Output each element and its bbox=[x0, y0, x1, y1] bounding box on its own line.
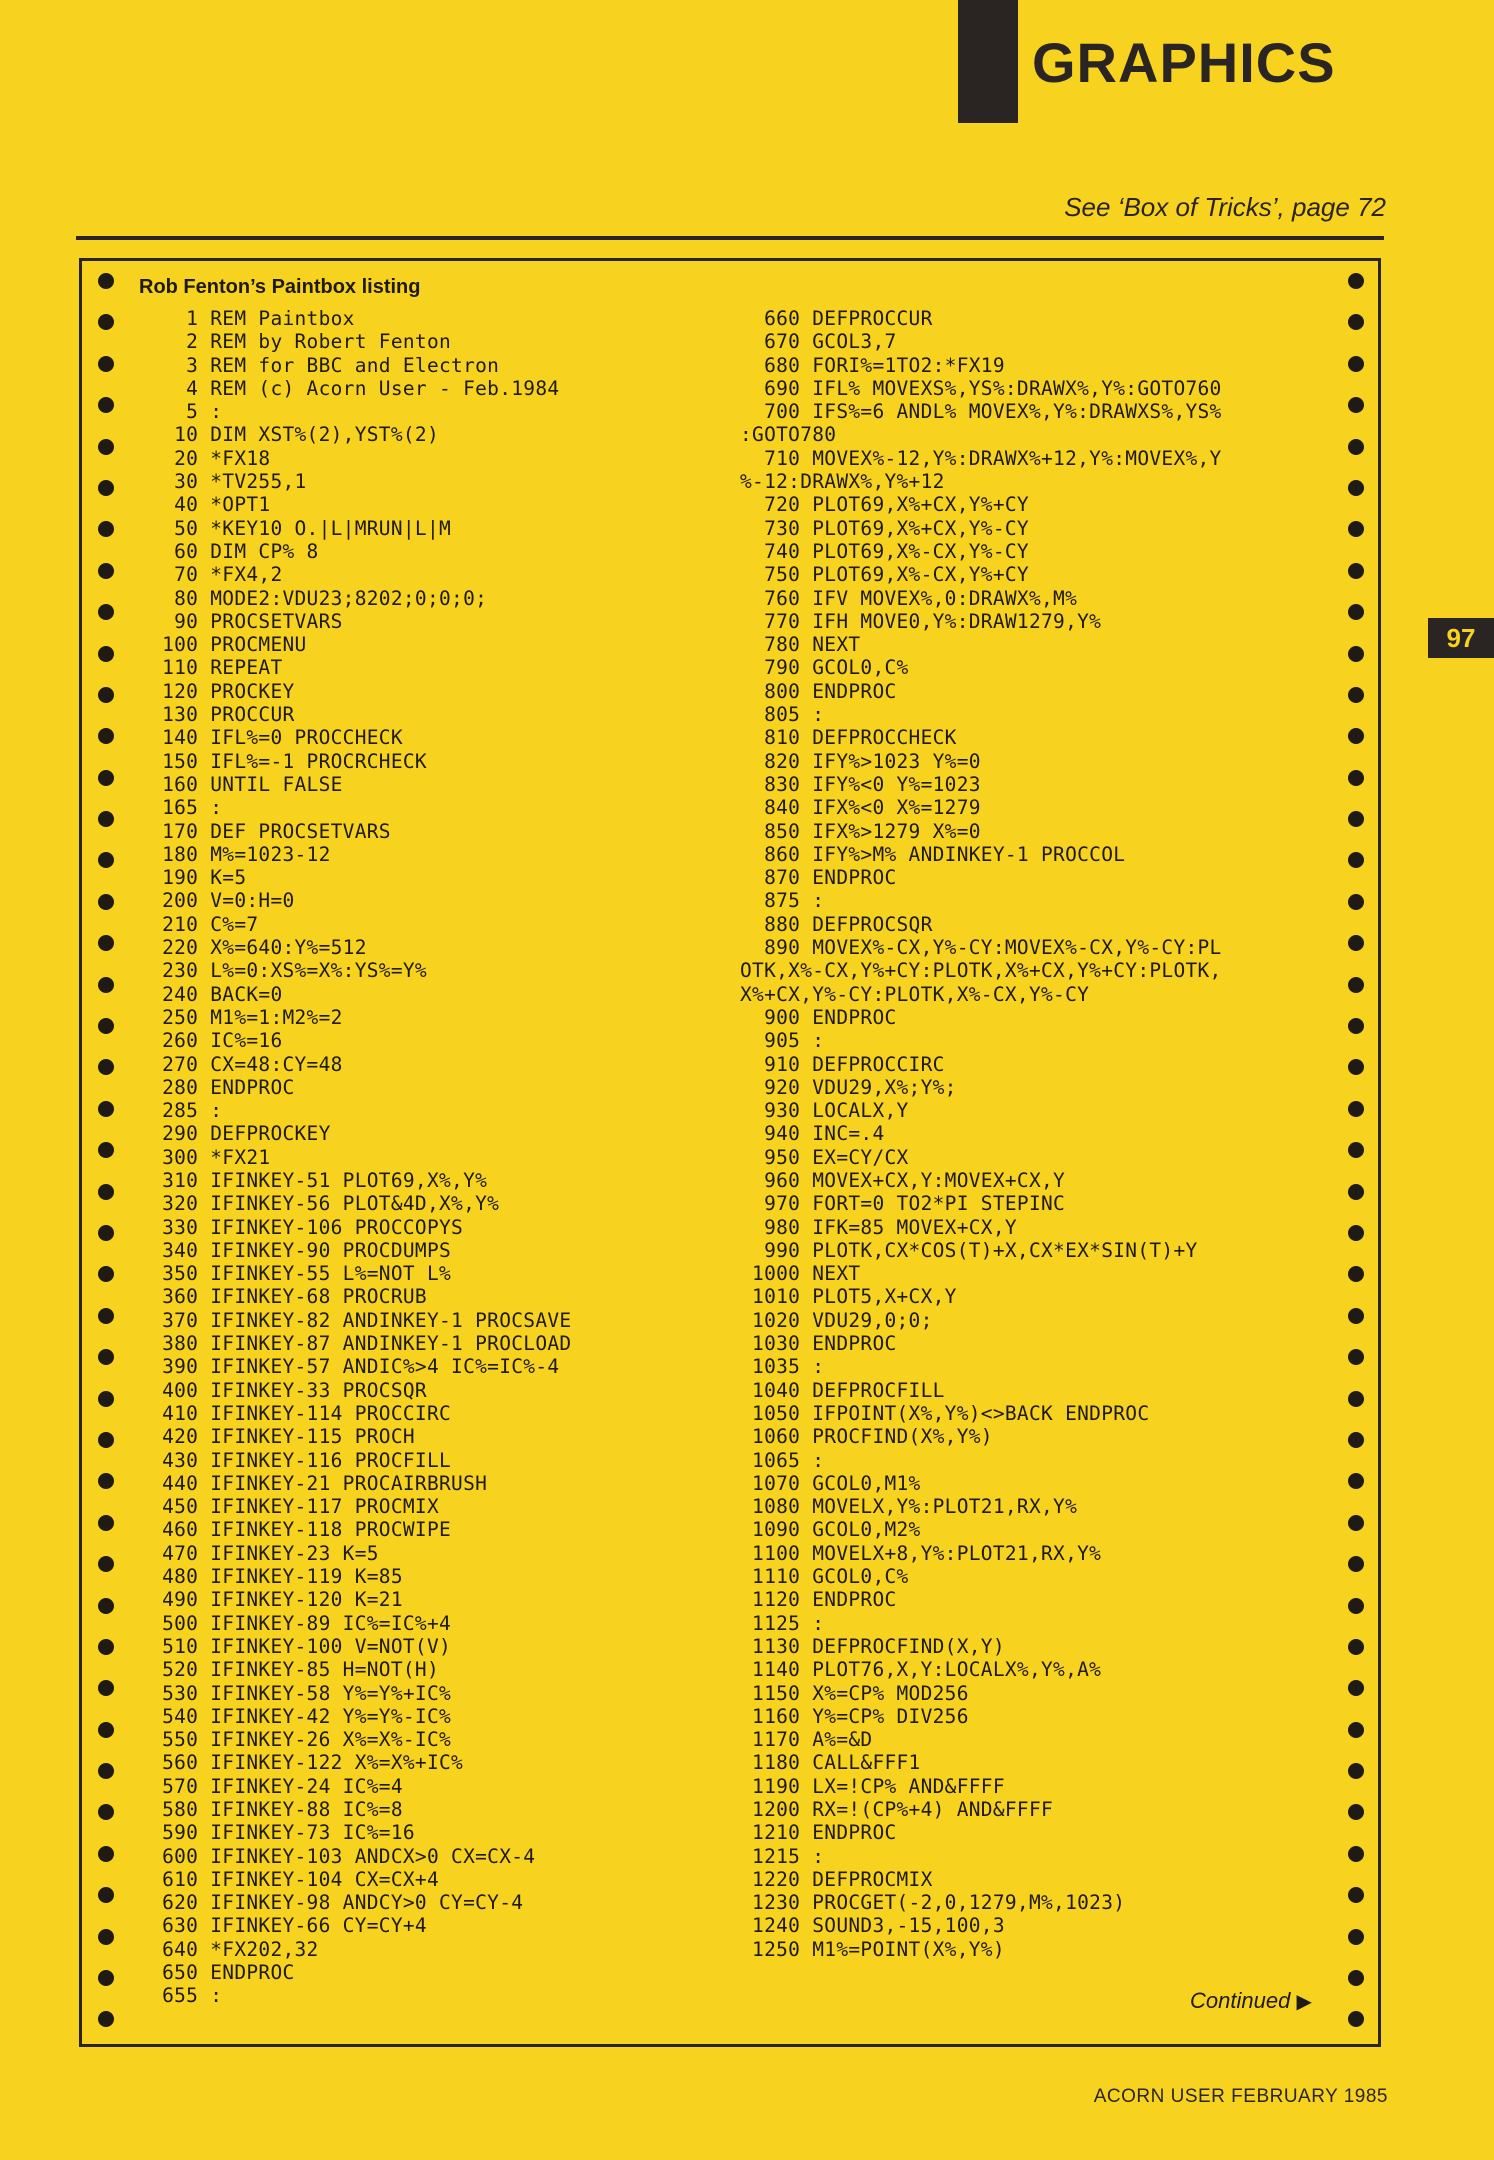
continued-text: Continued bbox=[1190, 1988, 1291, 2013]
sprocket-hole bbox=[1348, 1391, 1364, 1407]
code-line: 700 IFS%=6 ANDL% MOVEX%,Y%:DRAWXS%,YS% bbox=[740, 400, 1222, 424]
code-line: 1190 LX=!CP% AND&FFFF bbox=[740, 1774, 1005, 1798]
code-line: 870 ENDPROC bbox=[740, 866, 897, 890]
sprocket-hole bbox=[98, 1142, 114, 1158]
code-line: 510 IFINKEY-100 V=NOT(V) bbox=[138, 1634, 452, 1658]
sprocket-hole bbox=[1348, 1349, 1364, 1365]
code-line: 805 : bbox=[740, 703, 825, 727]
code-line: 1030 ENDPROC bbox=[740, 1332, 897, 1356]
code-line: 960 MOVEX+CX,Y:MOVEX+CX,Y bbox=[740, 1168, 1066, 1192]
sprocket-hole bbox=[98, 1722, 114, 1738]
code-line: 880 DEFPROCSQR bbox=[740, 912, 933, 936]
sprocket-hole bbox=[98, 1018, 114, 1034]
sprocket-hole bbox=[98, 1101, 114, 1117]
code-line: 320 IFINKEY-56 PLOT&4D,X%,Y% bbox=[138, 1192, 500, 1216]
code-line: 50 *KEY10 O.|L|MRUN|L|M bbox=[138, 516, 452, 540]
code-line: 1050 IFPOINT(X%,Y%)<>BACK ENDPROC bbox=[740, 1401, 1150, 1425]
code-line: 90 PROCSETVARS bbox=[138, 609, 343, 633]
top-rule bbox=[76, 236, 1384, 240]
code-line: 5 : bbox=[138, 400, 223, 424]
sprocket-hole bbox=[98, 1846, 114, 1862]
sprocket-hole bbox=[98, 604, 114, 620]
code-line: 370 IFINKEY-82 ANDINKEY-1 PROCSAVE bbox=[138, 1308, 572, 1332]
page-number-tab: 97 bbox=[1428, 618, 1494, 658]
code-line: 200 V=0:H=0 bbox=[138, 889, 295, 913]
sprocket-hole bbox=[1348, 811, 1364, 827]
sprocket-hole bbox=[1348, 1473, 1364, 1489]
code-line: OTK,X%-CX,Y%+CY:PLOTK,X%+CX,Y%+CY:PLOTK, bbox=[740, 959, 1222, 983]
code-line: :GOTO780 bbox=[740, 423, 837, 447]
code-line: 1060 PROCFIND(X%,Y%) bbox=[740, 1425, 993, 1449]
code-line: 640 *FX202,32 bbox=[138, 1937, 319, 1961]
code-line: 160 UNTIL FALSE bbox=[138, 772, 343, 796]
code-line: 930 LOCALX,Y bbox=[740, 1099, 909, 1123]
sprocket-hole bbox=[1348, 563, 1364, 579]
sprocket-hole bbox=[1348, 1018, 1364, 1034]
code-line: 890 MOVEX%-CX,Y%-CY:MOVEX%-CX,Y%-CY:PL bbox=[740, 936, 1222, 960]
listing-title: Rob Fenton’s Paintbox listing bbox=[139, 276, 421, 298]
code-line: 770 IFH MOVE0,Y%:DRAW1279,Y% bbox=[740, 609, 1102, 633]
code-line: 875 : bbox=[740, 889, 825, 913]
code-line: 970 FORT=0 TO2*PI STEPINC bbox=[740, 1192, 1066, 1216]
code-line: 1210 ENDPROC bbox=[740, 1821, 897, 1845]
sprocket-hole bbox=[98, 1184, 114, 1200]
code-line: 500 IFINKEY-89 IC%=IC%+4 bbox=[138, 1611, 452, 1635]
sprocket-hole bbox=[98, 1680, 114, 1696]
code-line: 790 GCOL0,C% bbox=[740, 656, 909, 680]
sprocket-hole bbox=[1348, 2011, 1364, 2027]
code-line: 140 IFL%=0 PROCCHECK bbox=[138, 726, 403, 750]
footer-publication: ACORN USER FEBRUARY 1985 bbox=[1093, 2086, 1388, 2107]
code-line: 750 PLOT69,X%-CX,Y%+CY bbox=[740, 563, 1029, 587]
sprocket-hole bbox=[1348, 977, 1364, 993]
code-line: 850 IFX%>1279 X%=0 bbox=[740, 819, 981, 843]
code-line: 260 IC%=16 bbox=[138, 1029, 283, 1053]
sprocket-hole bbox=[98, 894, 114, 910]
code-line: 220 X%=640:Y%=512 bbox=[138, 936, 367, 960]
code-line: 120 PROCKEY bbox=[138, 679, 295, 703]
sprocket-hole bbox=[98, 1308, 114, 1324]
code-line: 110 REPEAT bbox=[138, 656, 283, 680]
code-line: 340 IFINKEY-90 PROCDUMPS bbox=[138, 1238, 452, 1262]
code-line: 430 IFINKEY-116 PROCFILL bbox=[138, 1448, 452, 1472]
sprocket-hole bbox=[98, 1266, 114, 1282]
code-line: 350 IFINKEY-55 L%=NOT L% bbox=[138, 1262, 452, 1286]
sprocket-hole bbox=[98, 1225, 114, 1241]
code-line: 830 IFY%<0 Y%=1023 bbox=[740, 772, 981, 796]
code-line: 10 DIM XST%(2),YST%(2) bbox=[138, 423, 439, 447]
code-line: 170 DEF PROCSETVARS bbox=[138, 819, 391, 843]
code-line: 710 MOVEX%-12,Y%:DRAWX%+12,Y%:MOVEX%,Y bbox=[740, 446, 1222, 470]
code-line: 920 VDU29,X%;Y%; bbox=[740, 1075, 957, 1099]
code-line: 980 IFK=85 MOVEX+CX,Y bbox=[740, 1215, 1017, 1239]
code-line: 655 : bbox=[138, 1984, 223, 2008]
sprocket-hole bbox=[1348, 770, 1364, 786]
code-line: 210 C%=7 bbox=[138, 912, 259, 936]
code-line: 1100 MOVELX+8,Y%:PLOT21,RX,Y% bbox=[740, 1541, 1102, 1565]
code-line: 2 REM by Robert Fenton bbox=[138, 330, 452, 354]
sprocket-hole bbox=[1348, 1598, 1364, 1614]
code-line: 740 PLOT69,X%-CX,Y%-CY bbox=[740, 539, 1029, 563]
code-line: 950 EX=CY/CX bbox=[740, 1145, 909, 1169]
code-line: 400 IFINKEY-33 PROCSQR bbox=[138, 1378, 427, 1402]
sprocket-hole bbox=[1348, 273, 1364, 289]
code-line: 1220 DEFPROCMIX bbox=[740, 1867, 933, 1891]
code-line: 670 GCOL3,7 bbox=[740, 330, 897, 354]
sprocket-hole bbox=[98, 646, 114, 662]
code-line: 190 K=5 bbox=[138, 866, 247, 890]
sprocket-hole bbox=[98, 728, 114, 744]
code-line: 620 IFINKEY-98 ANDCY>0 CY=CY-4 bbox=[138, 1891, 524, 1915]
code-line: 390 IFINKEY-57 ANDIC%>4 IC%=IC%-4 bbox=[138, 1355, 560, 1379]
sprocket-hole bbox=[1348, 1887, 1364, 1903]
code-line: 330 IFINKEY-106 PROCCOPYS bbox=[138, 1215, 464, 1239]
code-line: 1110 GCOL0,C% bbox=[740, 1565, 909, 1589]
code-line: 550 IFINKEY-26 X%=X%-IC% bbox=[138, 1728, 452, 1752]
code-line: 480 IFINKEY-119 K=85 bbox=[138, 1565, 403, 1589]
code-line: 690 IFL% MOVEXS%,YS%:DRAWX%,Y%:GOTO760 bbox=[740, 376, 1222, 400]
code-line: 1070 GCOL0,M1% bbox=[740, 1471, 921, 1495]
sprocket-hole bbox=[98, 1391, 114, 1407]
code-line: 240 BACK=0 bbox=[138, 982, 283, 1006]
sprocket-hole bbox=[1348, 1846, 1364, 1862]
code-line: 630 IFINKEY-66 CY=CY+4 bbox=[138, 1914, 427, 1938]
code-line: 1200 RX=!(CP%+4) AND&FFFF bbox=[740, 1798, 1054, 1821]
sprocket-hole bbox=[1348, 894, 1364, 910]
sprocket-hole bbox=[98, 770, 114, 786]
sprocket-hole bbox=[1348, 1225, 1364, 1241]
code-line: 760 IFV MOVEX%,0:DRAWX%,M% bbox=[740, 586, 1078, 610]
sprocket-hole bbox=[98, 1432, 114, 1448]
sprocket-hole bbox=[98, 852, 114, 868]
sprocket-hole bbox=[1348, 1639, 1364, 1655]
sprocket-hole bbox=[1348, 521, 1364, 537]
sprocket-hole bbox=[1348, 1722, 1364, 1738]
code-line: 1230 PROCGET(-2,0,1279,M%,1023) bbox=[740, 1891, 1126, 1915]
code-line: 490 IFINKEY-120 K=21 bbox=[138, 1588, 403, 1612]
code-line: 285 : bbox=[138, 1099, 223, 1123]
sprocket-hole bbox=[98, 521, 114, 537]
code-line: 730 PLOT69,X%+CX,Y%-CY bbox=[740, 516, 1029, 540]
sprocket-hole bbox=[98, 397, 114, 413]
sprocket-hole bbox=[1348, 314, 1364, 330]
sprocket-hole bbox=[98, 1929, 114, 1945]
sprocket-hole bbox=[98, 1804, 114, 1820]
code-line: 1080 MOVELX,Y%:PLOT21,RX,Y% bbox=[740, 1495, 1078, 1519]
sprocket-hole bbox=[98, 356, 114, 372]
code-line: 1120 ENDPROC bbox=[740, 1588, 897, 1612]
sprocket-hole bbox=[98, 1639, 114, 1655]
code-line: 20 *FX18 bbox=[138, 446, 271, 470]
code-line: 990 PLOTK,CX*COS(T)+X,CX*EX*SIN(T)+Y bbox=[740, 1238, 1198, 1262]
code-line: 1000 NEXT bbox=[740, 1262, 861, 1286]
code-line: 840 IFX%<0 X%=1279 bbox=[740, 796, 981, 820]
section-bar bbox=[958, 0, 1018, 123]
sprocket-hole bbox=[98, 1970, 114, 1986]
sprocket-hole bbox=[1348, 1804, 1364, 1820]
sprocket-hole bbox=[98, 2011, 114, 2027]
code-line: 940 INC=.4 bbox=[740, 1122, 885, 1146]
sprocket-hole bbox=[98, 1059, 114, 1075]
code-line: 1170 A%=&D bbox=[740, 1728, 873, 1752]
section-title: GRAPHICS bbox=[1032, 31, 1336, 94]
sprocket-hole bbox=[1348, 439, 1364, 455]
code-line: 1090 GCOL0,M2% bbox=[740, 1518, 921, 1542]
sprocket-hole bbox=[1348, 1101, 1364, 1117]
sprocket-hole bbox=[98, 687, 114, 703]
code-line: 60 DIM CP% 8 bbox=[138, 539, 319, 563]
sprocket-hole bbox=[98, 563, 114, 579]
sprocket-hole bbox=[1348, 1308, 1364, 1324]
sprocket-hole bbox=[1348, 480, 1364, 496]
code-line: 610 IFINKEY-104 CX=CX+4 bbox=[138, 1867, 439, 1891]
code-column-left bbox=[138, 307, 571, 2008]
code-line: 600 IFINKEY-103 ANDCX>0 CX=CX-4 bbox=[138, 1844, 536, 1868]
code-line: 360 IFINKEY-68 PROCRUB bbox=[138, 1285, 427, 1309]
code-line: 810 DEFPROCCHECK bbox=[740, 726, 957, 750]
code-line: 1035 : bbox=[740, 1355, 825, 1379]
sprocket-hole bbox=[98, 1473, 114, 1489]
sprocket-hole bbox=[98, 935, 114, 951]
code-line: X%+CX,Y%-CY:PLOTK,X%-CX,Y%-CY bbox=[740, 982, 1090, 1006]
code-line: 40 *OPT1 bbox=[138, 493, 271, 517]
code-line: 560 IFINKEY-122 X%=X%+IC% bbox=[138, 1751, 464, 1775]
sprocket-hole bbox=[1348, 1142, 1364, 1158]
code-line: 540 IFINKEY-42 Y%=Y%-IC% bbox=[138, 1704, 452, 1728]
continued-label bbox=[1190, 1988, 1312, 2014]
sprocket-hole bbox=[98, 314, 114, 330]
code-line: 910 DEFPROCCIRC bbox=[740, 1052, 945, 1076]
code-line: 1020 VDU29,0;0; bbox=[740, 1308, 933, 1332]
sprocket-hole bbox=[98, 1598, 114, 1614]
code-line: 590 IFINKEY-73 IC%=16 bbox=[138, 1821, 415, 1845]
sprocket-hole bbox=[1348, 1556, 1364, 1572]
code-line: 180 M%=1023-12 bbox=[138, 842, 331, 866]
code-line: 3 REM for BBC and Electron bbox=[138, 353, 500, 377]
sprocket-hole bbox=[98, 1349, 114, 1365]
code-line: 1150 X%=CP% MOD256 bbox=[740, 1681, 969, 1705]
code-line: 470 IFINKEY-23 K=5 bbox=[138, 1541, 379, 1565]
sprocket-hole bbox=[98, 977, 114, 993]
code-line: 570 IFINKEY-24 IC%=4 bbox=[138, 1774, 403, 1798]
code-line: 520 IFINKEY-85 H=NOT(H) bbox=[138, 1658, 439, 1682]
code-line: 1180 CALL&FFF1 bbox=[740, 1751, 921, 1775]
code-line: 650 ENDPROC bbox=[138, 1961, 295, 1985]
code-line: 1250 M1%=POINT(X%,Y%) bbox=[740, 1937, 1005, 1961]
code-line: 280 ENDPROC bbox=[138, 1075, 295, 1099]
code-line: 70 *FX4,2 bbox=[138, 563, 283, 587]
code-line: 1040 DEFPROCFILL bbox=[740, 1378, 945, 1402]
code-line: 460 IFINKEY-118 PROCWIPE bbox=[138, 1518, 452, 1542]
code-line: 1 REM Paintbox bbox=[138, 307, 355, 330]
sprocket-hole bbox=[98, 273, 114, 289]
sprocket-hole bbox=[1348, 1970, 1364, 1986]
sprocket-holes-left bbox=[98, 273, 116, 2053]
sprocket-hole bbox=[98, 1515, 114, 1531]
code-line: 300 *FX21 bbox=[138, 1145, 271, 1169]
sprocket-hole bbox=[1348, 356, 1364, 372]
sprocket-hole bbox=[1348, 1266, 1364, 1282]
sprocket-hole bbox=[1348, 1515, 1364, 1531]
sprocket-hole bbox=[98, 480, 114, 496]
code-line: 150 IFL%=-1 PROCRCHECK bbox=[138, 749, 427, 773]
code-line: 270 CX=48:CY=48 bbox=[138, 1052, 343, 1076]
code-line: 450 IFINKEY-117 PROCMIX bbox=[138, 1495, 439, 1519]
code-line: 530 IFINKEY-58 Y%=Y%+IC% bbox=[138, 1681, 452, 1705]
see-reference: See ‘Box of Tricks’, page 72 bbox=[1064, 192, 1386, 222]
code-line: 420 IFINKEY-115 PROCH bbox=[138, 1425, 415, 1449]
code-line: 30 *TV255,1 bbox=[138, 470, 307, 494]
code-line: 440 IFINKEY-21 PROCAIRBRUSH bbox=[138, 1471, 488, 1495]
sprocket-hole bbox=[98, 1556, 114, 1572]
code-line: 900 ENDPROC bbox=[740, 1005, 897, 1029]
code-line: 130 PROCCUR bbox=[138, 703, 295, 727]
code-line: 380 IFINKEY-87 ANDINKEY-1 PROCLOAD bbox=[138, 1332, 572, 1356]
code-line: 100 PROCMENU bbox=[138, 633, 307, 657]
sprocket-holes-right bbox=[1348, 273, 1366, 2053]
sprocket-hole bbox=[1348, 1059, 1364, 1075]
code-line: 310 IFINKEY-51 PLOT69,X%,Y% bbox=[138, 1168, 488, 1192]
sprocket-hole bbox=[1348, 604, 1364, 620]
code-line: 1240 SOUND3,-15,100,3 bbox=[740, 1914, 1005, 1938]
code-column-right bbox=[740, 307, 1222, 1961]
code-line: 4 REM (c) Acorn User - Feb.1984 bbox=[138, 376, 560, 400]
code-line: 1065 : bbox=[740, 1448, 825, 1472]
sprocket-hole bbox=[1348, 646, 1364, 662]
code-line: 1160 Y%=CP% DIV256 bbox=[740, 1704, 969, 1728]
sprocket-hole bbox=[1348, 1929, 1364, 1945]
sprocket-hole bbox=[1348, 397, 1364, 413]
code-line: 860 IFY%>M% ANDINKEY-1 PROCCOL bbox=[740, 842, 1126, 866]
sprocket-hole bbox=[1348, 852, 1364, 868]
sprocket-hole bbox=[98, 1887, 114, 1903]
right-triangle-icon: ▶ bbox=[1296, 1991, 1312, 2013]
code-line: 800 ENDPROC bbox=[740, 679, 897, 703]
code-line: 580 IFINKEY-88 IC%=8 bbox=[138, 1798, 403, 1821]
sprocket-hole bbox=[1348, 1432, 1364, 1448]
code-line: 1010 PLOT5,X+CX,Y bbox=[740, 1285, 957, 1309]
code-line: 1140 PLOT76,X,Y:LOCALX%,Y%,A% bbox=[740, 1658, 1102, 1682]
code-line: 905 : bbox=[740, 1029, 825, 1053]
sprocket-hole bbox=[1348, 1680, 1364, 1696]
code-line: 660 DEFPROCCUR bbox=[740, 307, 933, 330]
code-line: 1215 : bbox=[740, 1844, 825, 1868]
sprocket-hole bbox=[1348, 935, 1364, 951]
code-line: 80 MODE2:VDU23;8202;0;0;0; bbox=[138, 586, 488, 610]
code-line: 1125 : bbox=[740, 1611, 825, 1635]
code-line: 165 : bbox=[138, 796, 223, 820]
sprocket-hole bbox=[1348, 1763, 1364, 1779]
sprocket-hole bbox=[1348, 1184, 1364, 1200]
code-line: 780 NEXT bbox=[740, 633, 861, 657]
sprocket-hole bbox=[98, 1763, 114, 1779]
code-line: 250 M1%=1:M2%=2 bbox=[138, 1005, 343, 1029]
sprocket-hole bbox=[1348, 687, 1364, 703]
code-line: 820 IFY%>1023 Y%=0 bbox=[740, 749, 981, 773]
sprocket-hole bbox=[98, 811, 114, 827]
code-line: %-12:DRAWX%,Y%+12 bbox=[740, 470, 945, 494]
sprocket-hole bbox=[1348, 728, 1364, 744]
code-line: 720 PLOT69,X%+CX,Y%+CY bbox=[740, 493, 1029, 517]
code-line: 230 L%=0:XS%=X%:YS%=Y% bbox=[138, 959, 427, 983]
sprocket-hole bbox=[98, 439, 114, 455]
code-line: 680 FORI%=1TO2:*FX19 bbox=[740, 353, 1005, 377]
code-line: 410 IFINKEY-114 PROCCIRC bbox=[138, 1401, 452, 1425]
code-line: 290 DEFPROCKEY bbox=[138, 1122, 331, 1146]
code-line: 1130 DEFPROCFIND(X,Y) bbox=[740, 1634, 1005, 1658]
